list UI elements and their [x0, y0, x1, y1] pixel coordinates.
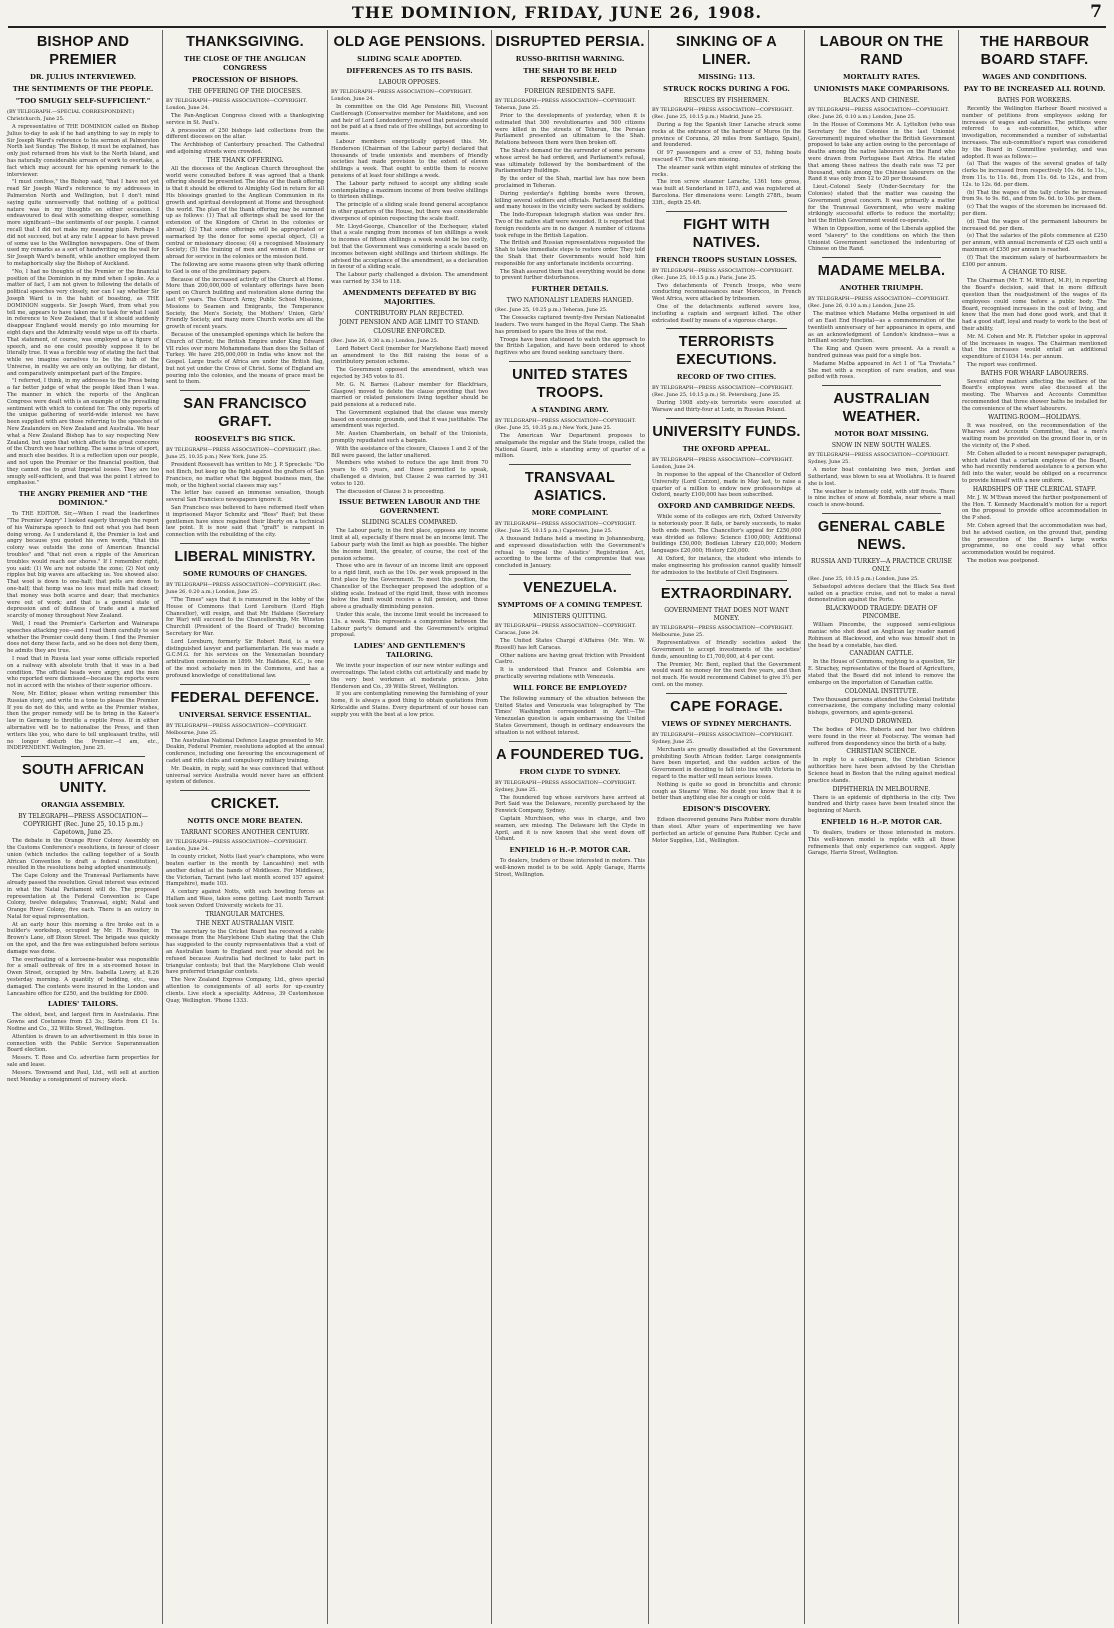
article-paragraph: The discussion of Clause 3 is proceeding.: [336, 488, 445, 495]
subheading: FURTHER DETAILS.: [531, 285, 609, 294]
dateline: (Rec. June 26, 0.30 a.m.) London, June 25.: [331, 337, 439, 344]
minor-heading: BATHS FOR WORKERS.: [997, 97, 1072, 104]
subheading: WILL FORCE BE EMPLOYED?: [513, 683, 627, 692]
subheading: AMENDMENTS DEFEATED BY BIG MAJORITIES.: [342, 288, 477, 306]
article-paragraph: We invite your inspection of our new winter suitings and overcoatings. The latest cloths cut artistically and made by the very best workmen at moderate prices. John Henderson and Co., 39 Willis Street, Wellington.: [331, 663, 488, 690]
article-paragraph: The Government explained that the clause was merely based on economic grounds, and that it was justifiable. The amendment was rejected.: [331, 409, 488, 430]
minor-heading: BLACKWOOD TRAGEDY: DEATH OF PINCOMBE.: [825, 605, 938, 621]
article-paragraph: If you are contemplating renewing the furnishing of your home, it is always a good thing to obtain quotations from Kirkcaldie and Stains. Every department of our house can supply you with the best at a low price.: [331, 691, 488, 718]
subheading: WAGES AND CONDITIONS.: [982, 73, 1087, 81]
column-6: [805, 30, 959, 1624]
article-paragraph: While some of its colleges are rich, Oxford University is notoriously poor. It fails, or barely succeeds, to make both ends meet. The Chancellor's appeal for £250,000 was divided as follows: Science £100,000; Additional buildings £50,000; Bodleian Library £20,000; Modern languages £20,000; History £20,000.: [652, 514, 801, 555]
article-paragraph: Recently the Wellington Harbour Board received a number of petitions from employees asking for increases of wages and salaries. The petitions were referred to a sub-committee, which, after investigation, recommended a number of substantial increases. The sub-committee's report was considered by the Board in Committee yesterday, and was adopted. It was as follows:—: [962, 106, 1107, 160]
subheading: FRENCH TROOPS SUSTAIN LOSSES.: [655, 255, 798, 264]
article-paragraph: Those who are in favour of an income limit are opposed to a rigid limit, such as the 10s. per week proposed in the first place by the Government. To meet this position, the Chancellor of the Exchequer proposed the adoption of a sliding scale. Instead of the rigid limit, those with incomes below the limit would receive a full pension, and those above a gradually diminishing pension.: [331, 563, 488, 611]
subheading: UNIONISTS MAKE COMPARISONS.: [813, 85, 950, 93]
article-paragraph: In response to the appeal of the Chancellor of Oxford University (Lord Curzon), made in May last, to raise a quarter of a million to endow new professorships at Oxford, nearly £100,000 has been subscribed.: [652, 471, 801, 499]
article-paragraph: The steamer sank within eight minutes of striking the rocks.: [652, 164, 801, 178]
article-paragraph: The Pan-Anglican Congress closed with a thanksgiving service in St. Paul's.: [166, 113, 324, 126]
section-heading: UNIVERSITY FUNDS.: [652, 423, 801, 440]
minor-heading: CLOSURE ENFORCED.: [373, 327, 446, 335]
article-paragraph: Mr. Cohen alluded to a recent newspaper paragraph, which stated that a certain employee of the Board, who had recently rendered assistance to a person who fell into the water, would be obliged on a recurrence to provide himself with a new uniform.: [962, 450, 1107, 485]
article-paragraph: It is understood that France and Colombia are practically severing relations with Venezuela.: [495, 667, 645, 681]
article-paragraph: A century against Notts, with such bowling forces as Hallam and Wass, takes some getting. Last month Tarrant took seven Oxford University wickets for 31.: [166, 889, 324, 909]
article-paragraph: In the House of Commons, replying to a question, Sir E. Strachey, representative of the Board of Agriculture, stated that the Board did not intend to remove the embargo on the importation of Canadian cattle.: [808, 659, 955, 686]
column-heading: BISHOP AND PREMIER: [36, 34, 130, 68]
article-paragraph: Because of the unexampled openings which lie before the Church of Christ; the British Empire under King Edward VII rules over more Mohammedans than does the Sultan of Turkey. We have 295,000,000 in India who know not the Gospel. Large tracts of Africa are under the British flag, but not yet under the Cross of Christ. Some of England are pouring into the colonies, and the means of grace must be sent to them.: [166, 331, 324, 386]
article-paragraph: At an early hour this morning a fire broke out in a builder's workshop, occupied by Mr. H. Rossiter, in Brown's Lane, off Dixon Street. The brigade was quickly on the spot, and the fire was extinguished before serious damage was done.: [7, 921, 159, 955]
column-2: [163, 30, 328, 1624]
article-paragraph: Mr. Austen Chamberlain, on behalf of the Unionists, promptly repudiated such a bargain.: [331, 431, 488, 445]
article-paragraph: Two detachments of French troops, who were conducting reconnaissances near Morocco, in French West Africa, were attacked by tribesmen.: [652, 282, 801, 303]
article-paragraph: Labour members energetically opposed this. Mr. Henderson (Chairman of the Labour party) declared that thousands of trade unionists and members of friendly societies had made provision to the extent of eleven shillings a week. That ought to entitle them to receive pensions of at least four shillings a week.: [331, 138, 488, 179]
article-paragraph: The principle of a sliding scale found general acceptance in other quarters of the House, but there was considerable divergence of opinion respecting the scale itself.: [331, 202, 488, 222]
article-paragraph: Mr. Lloyd-George, Chancellor of the Exchequer, stated that a scale ranging from incomes of ten shillings a week to incomes of fifteen shillings a week would be too costly, but that the Government was considering a scale based on incomes between eight shillings and thirteen shillings. He advised the acceptance of the amendment, as a declaration in favour of a sliding scale.: [331, 223, 488, 271]
article-paragraph: Now, Mr. Editor, please when writing remember this Russian story, and write in a tone to please the Premier. If you do not do this, and write as the Premier wishes, then the proper remedy will be to bring in the Kaiser's law in Germany to throttle a reptile Press. If in either alternative will be to nationalise the Press, and then writers like you, who dare to tell unpleasant truths, will no longer disturb the Premier.—I am, etc., INDEPENDENT. Wellington, June 25.: [7, 690, 159, 752]
minor-heading: COLONIAL INSTITUTE.: [844, 687, 919, 695]
section-heading: CRICKET.: [210, 796, 280, 813]
dateline: BY TELEGRAPH—PRESS ASSOCIATION—COPYRIGHT. (Rec. June 25, 10.15 p.m.) Capetown, June 25.: [495, 521, 636, 535]
column-4: [492, 30, 649, 1624]
article-paragraph: Mr. Cohen agreed that the accommodation was bad, but he advised caution, on the ground that, pending the prosecution of the Board's large works programme, no one could say what office accommodation would be required.: [962, 523, 1107, 557]
article-paragraph: Lord Robert Cecil (member for Marylebone East) moved an amendment to the Bill raising the issue of a contributory pension scheme.: [331, 345, 488, 366]
subheading: "TOO SMUGLY SELF-SUFFICIENT.": [15, 97, 151, 105]
dateline: BY TELEGRAPH—PRESS ASSOCIATION—COPYRIGHT. Sydney, June 25.: [652, 731, 793, 745]
section-heading: SOUTH AFRICAN UNITY.: [21, 762, 145, 797]
article-paragraph: In county cricket, Notts (last year's champions, who were beaten earlier in the month by Lancashire) met with another defeat at the hands of Middlesex. For Middlesex, the Victorian, Tarrant (who last month scored 157 against Hampshire), made 103.: [166, 854, 324, 888]
dateline: BY TELEGRAPH—PRESS ASSOCIATION—COPYRIGHT. (Rec. June 25, 10.15 p.m.) Paris, June 25.: [652, 267, 793, 281]
dateline: BY TELEGRAPH—PRESS ASSOCIATION—COPYRIGHT. (Rec. June 25, 10.35 p.m.) New York, June 25.: [166, 447, 322, 461]
minor-heading: CHRISTIAN SCIENCE.: [846, 748, 917, 756]
dateline: BY TELEGRAPH—PRESS ASSOCIATION—COPYRIGHT. London, June 24.: [166, 98, 307, 111]
dateline: BY TELEGRAPH—PRESS ASSOCIATION—COPYRIGHT. Teheran, June 25.: [495, 98, 636, 111]
section-heading: FEDERAL DEFENCE.: [170, 689, 320, 706]
subheading: ENFIELD 16 H.-P. MOTOR CAR.: [509, 846, 631, 855]
dateline: BY TELEGRAPH—PRESS ASSOCIATION—COPYRIGHT. (Rec. June 25, 10.15 p.m.) St. Petersburg, June 25.: [652, 385, 793, 399]
article-paragraph: Edison discovered genuine Para Rubber more durable than steel. After years of experimenting we have perfected an article of genuine Para Rubber. Cycle and Motor Supplies, Ltd., Wellington.: [652, 817, 801, 844]
article-paragraph: (d) That the wages of the permanent labourers be increased 6d. per diem.: [962, 218, 1107, 232]
article-paragraph: The King and Queen were present. As a result a hundred guineas was paid for a single box.: [808, 346, 955, 359]
article-paragraph: Under this scale, the income limit would be increased to 13s. a week. This represents a compromise between the Labour party's demand and the Government's original proposal.: [331, 612, 488, 639]
article-paragraph: Well, I read the Premier's Carterton and Wairarapa speeches attacking you—and I read them carefully to see whether the Premier could deny them. I find the Premier does not deny these facts, and so he does not deny them, he admits they are true.: [7, 620, 159, 655]
article-paragraph: Lieut.-Colonel Seely (Under-Secretary for the Colonies) stated that the matter was causing the Government great concern. It was primarily a matter for the Transvaal Government, who were making strikingly successful efforts to reduce the mortality; but the British Government would co-operate.: [808, 184, 955, 225]
minor-heading: THE NEXT AUSTRALIAN VISIT.: [196, 919, 294, 927]
subheading: SLIDING SCALE ADOPTED.: [357, 55, 462, 63]
section-heading: SAN FRANCISCO GRAFT.: [183, 396, 307, 431]
article-paragraph: Mr. Deakin, in reply, said he was convinced that without universal service Australia would never have an efficient system of defence.: [166, 765, 324, 786]
article-paragraph: The Shah's demand for the surrender of some persons whose arrest he had ordered, and Parliament's refusal, was ultimately followed by the bombardment of the Parliamentary Buildings.: [495, 147, 645, 175]
section-rule: [666, 211, 787, 212]
article-paragraph: The iron screw steamer Larache, 1361 tons gross, was built at Sunderland in 1873, and was registered at Barcelona. Her dimensions were: Length 278ft., beam 33ft., depth 25.4ft.: [652, 179, 801, 206]
article-paragraph: Prior to the developments of yesterday, when it is estimated that 300 revolutionaries and 500 citizens were killed in the streets of Teheran, the Persian Parliament presented an ultimatum to the Shah. Relations between them were then broken off.: [495, 113, 645, 147]
article-paragraph: It was resolved, on the recommendation of the Wharves and Accounts Committee, that a men's waiting room be provided on the ground floor in, or in the vicinity of, the P shed.: [962, 422, 1107, 450]
section-rule: [180, 390, 310, 391]
section-heading: EXTRAORDINARY.: [660, 586, 793, 603]
column-7: [959, 30, 1110, 1624]
subheading: EDISON'S DISCOVERY.: [682, 805, 771, 814]
minor-heading: RESCUES BY FISHERMEN.: [683, 97, 770, 104]
article-paragraph: The matinee which Madame Melba organised in aid of an East End Hospital—as a commemoration of the twentieth anniversary of her appearance in opera, and as an acknowledgment of London's kindness—was a brilliant society function.: [808, 311, 955, 345]
article-paragraph: The Labour party refused to accept any sliding scale contemplating a maximum income of from twelve shillings to thirteen shillings.: [331, 180, 488, 201]
article-paragraph: The foundered tug whose survivors have arrived at Port Said was the Delaware, recently purchased by the Fenwick Company, Sydney.: [495, 794, 645, 815]
article-paragraph: When in Opposition, some of the Liberals applied the word "slavery" to the conditions on which the then Unionist Government sanctioned the indenturing of Chinese on the Rand.: [808, 225, 955, 253]
subheading: A STANDING ARMY.: [531, 405, 609, 414]
article-paragraph: I read that in Russia last year some officials reported on a railway with absolute truth that it was in a bad condition. The official heads were angry, and the men who reported were dismissed—because the reports were not in accord with the wishes of their superior officers.: [7, 655, 159, 690]
section-rule: [21, 756, 145, 757]
column-body: [652, 73, 801, 844]
subheading: STRUCK ROCKS DURING A FOG.: [663, 85, 790, 93]
section-heading: GENERAL CABLE NEWS.: [817, 518, 946, 553]
subheading: THE SHAH TO BE HELD RESPONSIBLE.: [523, 67, 617, 84]
subheading: ISSUE BETWEEN LABOUR AND THE GOVERNMENT.: [338, 498, 481, 516]
column-1: [4, 30, 163, 1624]
section-rule: [509, 741, 631, 742]
subheading: THE SENTIMENTS OF THE PEOPLE.: [12, 85, 154, 93]
minor-heading: RUSSIA AND TURKEY—A PRACTICE CRUISE ONLY.: [811, 557, 952, 573]
article-paragraph: The following are some reasons given why thank offering to God is one of the preliminary papers.: [166, 261, 324, 275]
section-rule: [666, 580, 787, 581]
column-heading: SINKING OF A LINER.: [676, 34, 777, 68]
column-body: [808, 73, 955, 857]
subheading: FROM CLYDE TO SYDNEY.: [519, 767, 621, 776]
minor-heading: HARDSHIPS OF THE CLERICAL STAFF.: [972, 485, 1097, 493]
article-paragraph: (f) That the maximum salary of harbourmasters be £300 per annum.: [962, 254, 1107, 268]
article-paragraph: San Francisco was believed to have reformed itself when it imprisoned Mayor Schmitz and "Boss" Ruef; but these gentlemen have since regained their liberty on a technical law point. It is now said that "graft" is rampant in connection with the rebuilding of the city.: [166, 505, 324, 539]
subheading: VIEWS OF SYDNEY MERCHANTS.: [661, 719, 792, 728]
article-paragraph: The secretary to the Cricket Board has received a cable message from the Marylebone Club stating that the Club has suggested to the county representatives that a visit of an Australian team to England next year should not be refused because Australia had declined to take part in triangular contests; but that the Marylebone Club would have preferred triangular contests.: [166, 928, 324, 976]
article-paragraph: The Cossacks captured twenty-five Persian Nationalist leaders. Two were hanged in the Royal Camp. The Shah has promised to spare the lives of the rest.: [495, 315, 645, 335]
dateline: BY TELEGRAPH—PRESS ASSOCIATION—COPYRIGHT. (Rec. June 26, 0.20 a.m.) London, June 25.: [166, 582, 322, 596]
minor-heading: SNOW IN NEW SOUTH WALES.: [831, 442, 932, 450]
dateline: BY TELEGRAPH—PRESS ASSOCIATION—COPYRIGHT. London, June 24.: [652, 456, 793, 470]
subheading: LADIES' TAILORS.: [47, 1000, 119, 1009]
article-paragraph: Troops have been stationed to watch the approach to the British Legation, and have been ordered to shoot fugitives who are found seeking sanctuary there.: [495, 336, 645, 357]
dateline: BY TELEGRAPH—PRESS ASSOCIATION—COPYRIGHT. Melbourne, June 25.: [652, 625, 793, 639]
masthead-title: THE DOMINION, FRIDAY, JUNE 26, 1908.: [351, 3, 763, 22]
article-paragraph: A procession of 250 bishops laid collections from the different dioceses on the altar.: [166, 127, 324, 141]
column-5: [649, 30, 805, 1624]
article-paragraph: The Labour party challenged a division. The amendment was carried by 334 to 118.: [331, 272, 488, 285]
section-rule: [180, 684, 310, 685]
section-heading: AUSTRALIAN WEATHER.: [833, 391, 930, 426]
article-paragraph: A thousand Indians held a meeting in Johannesburg, and expressed dissatisfaction with the Government's refusal to repeal the Asiatics' Registration Act, according to the terms of the compromise that was concluded in January.: [495, 536, 645, 570]
column-heading: THANKSGIVING.: [186, 34, 304, 50]
article-paragraph: (c) That the wages of the storemen be increased 6d. per diem.: [962, 204, 1107, 217]
column-body: [7, 73, 159, 1083]
column-body: [166, 55, 324, 1004]
article-paragraph: Captain Murchison, who was in charge, and two seamen, are missing. The Delaware left the Clyde in April, and it is now known that she went down off Ushant.: [495, 816, 645, 843]
minor-heading: THE THANK OFFERING.: [206, 156, 284, 164]
article-paragraph: All the dioceses of the Anglican Church throughout the world were consulted before it was agreed that a thank offering should be presented. The idea of the thank offering is that it should be offered to Almighty God in return for all His blessings granted to the Anglican Communion in its growth and spiritual development at Home and throughout the world. The plan of the thank offering may be summed up as follows: (1) That all offerings shall be used for the extension of the Kingdom of Christ in the colonies or abroad; (2) That some offerings will be appropriated or earmarked by the donor for some special object, (3) a central or missionary diocese; (4) a recognised Missionary Society; (5) the training of men and women at Home or abroad for service in the colonies or the mission field.: [166, 165, 324, 261]
section-heading: UNITED STATES TROOPS.: [512, 366, 628, 401]
subheading: ANOTHER TRIUMPH.: [839, 284, 924, 293]
section-rule: [822, 513, 941, 514]
section-rule: [509, 464, 631, 465]
article-paragraph: The Cape Colony and the Transvaal Parliaments have already passed the resolution. Great interest was evinced in what the Natal Parliament will do. The proposed representation at the Federal Convention is: Cape Colony, twelve delegates; Transvaal, eight; Natal and Orange River Colony, five each. There is an outcry in Natal for equal representation.: [7, 873, 159, 920]
article-paragraph: To dealers, traders or those interested in motors. This well-known model is replete with all those refinements that only experience can suggest. Apply Garage, Harris Street, Wellington.: [808, 830, 955, 857]
subheading: OXFORD AND CAMBRIDGE NEEDS.: [657, 502, 795, 511]
section-rule: [822, 257, 941, 258]
section-heading: CAPE FORAGE.: [670, 698, 783, 715]
article-paragraph: At Oxford, for instance, the student who intends to make engineering his profession cannot qualify himself for admission to the Institute of Civil Engineers.: [652, 555, 801, 576]
dateline: BY TELEGRAPH—PRESS ASSOCIATION—COPYRIGHT. Melbourne, June 25.: [166, 722, 307, 736]
subheading: MOTOR BOAT MISSING.: [834, 430, 929, 439]
article-paragraph: To dealers, traders or those interested in motors. This well-known model is to be sold. Apply Garage, Harris Street, Wellington.: [495, 858, 645, 878]
article-paragraph: Mr. M. Cohen and Mr. R. Fletcher spoke in approval of the increases in wages. The Chairman mentioned that the increases would entail an additional expenditure of £1034 14s. per annum.: [962, 333, 1107, 361]
minor-heading: FOUND DROWNED.: [850, 718, 913, 726]
subheading: ROOSEVELT'S BIG STICK.: [194, 435, 296, 444]
minor-heading: JOINT PENSION AND AGE LIMIT TO STAND.: [339, 318, 480, 326]
article-paragraph: There is an epidemic of diphtheria in the city. Two hundred and thirty cases have been treated since the beginning of March.: [808, 794, 955, 815]
article-paragraph: The following summary of the situation between the United States and Venezuela was telegraphed by 'The Times' Washington correspondent in April:—The Venezuelan question is again embarrassing the United States Government, though in ordinary endeavours the situation is not without interest.: [495, 695, 645, 736]
article-paragraph: The Shah assured them that everything would be done to prevent further disturbances.: [495, 268, 645, 282]
subheading: THE CLOSE OF THE ANGLICAN CONGRESS: [184, 55, 306, 72]
subheading: PAY TO BE INCREASED ALL ROUND.: [963, 85, 1106, 93]
subheading: THE OXFORD APPEAL.: [682, 444, 771, 453]
article-paragraph: Lord Loreburn, formerly Sir Robert Reid, is a very distinguished lawyer and parliamentarian. He was made a G.C.M.G. for his services on the Venezuelan boundary arbitration commission in 1899. Mr. Haldane, K.C., is one of the most scholarly men in the Commons, and has a profound knowledge of constitutional law.: [166, 638, 324, 679]
article-paragraph: The report was confirmed.: [967, 361, 1037, 368]
dateline: BY TELEGRAPH—PRESS ASSOCIATION—COPYRIGHT. (Rec. June 26, 0.10 a.m.) London, June 25.: [808, 296, 949, 310]
minor-heading: CONTRIBUTORY PLAN REJECTED.: [355, 309, 464, 317]
section-heading: FIGHT WITH NATIVES.: [683, 216, 770, 251]
minor-heading: WAITING-ROOM—HOLIDAYS.: [988, 413, 1081, 421]
article-paragraph: One of the detachments suffered severe loss, including a captain and sergeant killed. The other extricated itself by means of a vigorous charge.: [652, 303, 801, 324]
article-paragraph: The Indo-European telegraph station was under fire. Two of the native staff were wounded. It is reported that foreign residents are in no danger. A number of citizens took refuge in the British Legation.: [495, 212, 645, 239]
dateline: (BY TELEGRAPH.—SPECIAL CORRESPONDENT.) Christchurch, June 25.: [7, 109, 135, 122]
article-paragraph: Two thousand persons attended the Colonial Institute conversazione, the company including many colonial bishops, governors, and agents-general.: [808, 696, 955, 717]
minor-heading: DIPHTHERIA IN MELBOURNE.: [832, 785, 931, 793]
article-paragraph: Sebastopol advices declare that the Black Sea fleet sailed on a practice cruise, and not to make a naval demonstration against the Porte.: [808, 583, 955, 604]
article-paragraph: The Chairman (Mr. T. M. Wilford, M.P.), in reporting the Board's decision, said that in more difficult question than the readjustment of the wages of its employees could come before a public body. The Board, recognised increases in the cost of living, and knew that the men had done good work, and that it had a good staff, loyal and ready to work to the best of their ability.: [962, 278, 1107, 332]
article-paragraph: By the order of the Shah, martial law has now been proclaimed in Teheran.: [495, 176, 645, 189]
article-paragraph: During yesterday's fighting bombs were thrown, killing several soldiers and officials. Parliament Building and many houses in the vicinity were sacked by soldiers.: [495, 190, 645, 211]
subheading: LADIES' AND GENTLEMEN'S TAILORING.: [353, 642, 466, 660]
minor-heading: SLIDING SCALES COMPARED.: [361, 519, 458, 527]
article-paragraph: The New Zealand Express Company, Ltd., gives special attention to consignments of all sorts for up-country clients. Live stock a speciality. Address, 39 Customhouse Quay, Wellington. 'Phone 1333.: [166, 977, 324, 1004]
masthead: [8, 2, 1106, 28]
column-body: [962, 73, 1107, 565]
dateline: BY TELEGRAPH—PRESS ASSOCIATION—COPYRIGHT. Sydney, June 25.: [495, 779, 636, 793]
article-paragraph: Merchants are greatly dissatisfied at the Government prohibiting South African fodder. Large consignments have been imported, and the sudden action of the Government in deciding to fall into line with Victoria in regard to the matter will mean serious losses.: [652, 746, 801, 781]
article-paragraph: During a fog the Spanish liner Larache struck some rocks at the entrance of the harbour of Muros (in the province of Corunna, 20 miles from Santiago, Spain), and foundered.: [652, 122, 801, 149]
minor-heading: THE OFFERING OF THE DIOCESES.: [188, 88, 302, 95]
column-heading: OLD AGE PENSIONS.: [333, 34, 486, 50]
subheading: MISSING: 113.: [698, 73, 755, 81]
article-paragraph: The overheating of a kerosene-heater was responsible for a small outbreak of fire in a six-roomed house in Owen Street, occupied by Mrs. Isabella Lowry, at 8.26 yesterday morning. A quantity of bedding, etc., was damaged. The contents were insured in the London and Lancashire office for £250, and the building for £600.: [7, 956, 159, 997]
subheading: UNIVERSAL SERVICE ESSENTIAL.: [178, 710, 312, 719]
section-rule: [509, 574, 631, 575]
article-paragraph: Madame Melba appeared in Act 1 of "La Traviata." She met with a reception of rare ovation, and was pelted with roses.: [808, 360, 955, 381]
section-heading: A FOUNDERED TUG.: [496, 746, 644, 763]
article-paragraph: The Government opposed the amendment, which was rejected by 345 votes to 81.: [331, 367, 488, 380]
article-paragraph: Other nations are having great friction with President Castro.: [495, 652, 645, 666]
article-paragraph: The Premier, Mr. Bent, replied that the Government would want no money for the next five years, and then not much. He would recommend Cabinet to give 3½ per cent. on the money.: [652, 661, 801, 689]
article-paragraph: President Roosevelt has written to Mr. J. P. Spreckels: "Do not flinch, but keep up the fight against the grafters of San Francisco, no matter what the biggest business men, the mob, or the highest social classes may say.": [166, 462, 324, 489]
article-paragraph: In committee on the Old Age Pensions Bill, Viscount Castlereagh (Conservative member for Maidstone, and son and heir of Lord Londonderry) moved that pensions should not be paid at a fixed rate of five shillings, but according to means.: [331, 104, 488, 138]
section-heading: LIBERAL MINISTRY.: [174, 549, 316, 566]
section-rule: [180, 790, 310, 791]
section-rule: [666, 328, 787, 329]
section-rule: [666, 693, 787, 694]
minor-heading: TARRANT SCORES ANOTHER CENTURY.: [180, 829, 310, 837]
columns-container: [4, 30, 1110, 1624]
dateline: (Rec. June 25, 10.25 p.m.) Teheran, June 25.: [495, 307, 608, 314]
page-number: 7: [1090, 2, 1102, 22]
article-paragraph: The oldest, best, and largest firm in Australasia. Fine Gowns and Costumes from £3 3s.; Skirts from £1 1s. Nodine and Co., 32 Willis Street, Wellington.: [7, 1012, 159, 1033]
subheading: MORTALITY RATES.: [843, 73, 920, 81]
article-paragraph: With the assistance of the closure, Clauses 1 and 2 of the Bill were passed, the latter unaltered.: [331, 445, 488, 459]
section-heading: VENEZUELA.: [523, 580, 617, 597]
subheading: ORANGIA ASSEMBLY.: [41, 801, 125, 810]
dateline: BY TELEGRAPH—PRESS ASSOCIATION—COPYRIGHT. London, June 24.: [331, 89, 472, 102]
article-paragraph: A representative of THE DOMINION called on Bishop Julius to-day to ask if he had anything to say in reply to Sir Joseph Ward's reference to his sermon at Palmerston North last Sunday. The Bishop, it must be explained, has only just returned from his visit to the North Island, and has naturally considerable arrears of work to overtake, a fact which may account for his opening remark to the interviewer.: [7, 124, 159, 178]
article-paragraph: In reply to a cablegram, the Christian Science authorities here have been advised by the Christian Science head in Boston that the ruling against medical practice stands.: [808, 757, 955, 784]
article-paragraph: The weather is intensely cold, with stiff frosts. There is nine inches of snow at Bombala, near where a mail coach is snow-bound.: [808, 488, 955, 509]
subheading: SYMPTOMS OF A COMING TEMPEST.: [497, 601, 643, 610]
article-paragraph: The motion was postponed.: [967, 558, 1040, 565]
article-paragraph: The American War Department proposes to amalgamate the regular and the State troops, called the National Guard, into a standing army of quarter of a million.: [495, 432, 645, 460]
subheading: DIFFERENCES AS TO ITS BASIS.: [346, 67, 473, 75]
minor-heading: MINISTERS QUITTING.: [533, 613, 607, 621]
article-paragraph: (a) That the wages of the several grades of tally clerks be increased from respectively 10s. 6d. to 11s., from 11s. to 11s. 6d., from 11s. 6d. to 12s., and from 12s. to 12s. 6d. per diem.: [962, 161, 1107, 188]
minor-heading: A CHANGE TO RISE.: [1002, 269, 1067, 277]
minor-heading: BLACKS AND CHINESE.: [843, 97, 920, 104]
minor-heading: LABOUR OPPOSES.: [378, 79, 441, 86]
article-paragraph: Nothing is quite so good in bronchitis and chronic cough as Stearns' Wine. No doubt you know that it is better than anything else for a cough or cold.: [652, 781, 801, 802]
section-rule: [180, 543, 310, 544]
column-heading: THE HARBOUR BOARD STAFF.: [979, 34, 1090, 68]
article-paragraph: The Australian National Defence League presented to Mr. Deakin, Federal Premier, resolutions adopted at the annual conference, including one favouring the encouragement of cadet and rifle clubs and compulsory military training.: [166, 737, 324, 764]
dateline: (Rec. June 25, 10.15 p.m.) London, June 25.: [808, 575, 919, 582]
minor-heading: GOVERNMENT THAT DOES NOT WANT MONEY.: [664, 607, 789, 623]
section-rule: [822, 385, 941, 386]
column-body: [495, 55, 645, 879]
dateline: BY TELEGRAPH—PRESS ASSOCIATION—COPYRIGHT. (Rec. June 25, 10.15 p.m.) Madrid, June 25.: [652, 107, 793, 120]
minor-heading: BY TELEGRAPH—PRESS ASSOCIATION—COPYRIGHT (Rec. June 25, 10.15 p.m.) Capetown, June 25.: [18, 813, 148, 837]
column-heading: LABOUR ON THE RAND: [819, 34, 944, 68]
minor-heading: TWO NATIONALIST LEADERS HANGED.: [506, 297, 634, 305]
subheading: THE ANGRY PREMIER AND "THE DOMINION.": [18, 490, 148, 508]
subheading: NOTTS ONCE MORE BEATEN.: [187, 817, 303, 826]
article-paragraph: "No, I had no thoughts of the Premier or the financial position of the Dominion in my mind when I spoke. As a matter of fact, I am not given to following the details of political speeches very closely, nor can I say whether Sir Joseph Ward is in the habit of boasting, as THE DOMINION suggests. Sir Joseph Ward, from what you tell me, appears to have taken me to task for what I said in reference to New Zealand, that if it should suddenly disappear England would merely go into mourning for eight days and the Admiralty would wipe us off its charts. That statement, of course, was employed as a figure of speech, and no one could possibly suppose it to be literally true. It was a forcible way of stating the fact that while we imagine ourselves to be the hub of the Universe, in reality we are only an outlying, far distant, and comparatively unimportant part of the Empire.: [7, 268, 159, 377]
dateline: BY TELEGRAPH—PRESS ASSOCIATION—COPYRIGHT. (Rec. June 25, 10.35 p.m.) New York, June 25.: [495, 417, 636, 431]
subheading: SOME RUMOURS OF CHANGES.: [182, 570, 308, 579]
dateline: BY TELEGRAPH—PRESS ASSOCIATION—COPYRIGHT. (Rec. June 26, 0.10 a.m.) London, June 25.: [808, 107, 949, 120]
article-paragraph: (b) That the wages of the tally clerks be increased from 9s. to 9s. 6d., and from 9s. 6d. to 10s. per diem.: [962, 189, 1107, 203]
subheading: RUSSO-BRITISH WARNING.: [515, 55, 625, 63]
article-paragraph: Of 97 passengers and a crew of 53, fishing boats rescued 47. The rest are missing.: [652, 150, 801, 163]
dateline: BY TELEGRAPH—PRESS ASSOCIATION—COPYRIGHT. London, June 24.: [166, 839, 307, 853]
subheading: MORE COMPLAINT.: [531, 509, 609, 518]
subheading: RECORD OF TWO CITIES.: [676, 373, 777, 382]
subheading: DR. JULIUS INTERVIEWED.: [29, 73, 137, 81]
dateline: BY TELEGRAPH—PRESS ASSOCIATION—COPYRIGHT. Sydney, June 25.: [808, 452, 949, 466]
article-paragraph: Mr. G. N. Barnes (Labour member for Blackfriars, Glasgow) moved to delete the clause providing that two married or related pensioners living together should be paid pensions at a reduced rate.: [331, 381, 488, 409]
article-paragraph: The letter has caused an immense sensation, though several San Francisco newspapers ignore it.: [166, 490, 324, 504]
section-rule: [666, 418, 787, 419]
section-rule: [509, 361, 631, 362]
article-paragraph: In the House of Commons Mr. A. Lyttelton (who was Secretary for the Colonies in the last Unionist Government) inquired whether the British Government proposed to take any action owing to the percentage of deaths among the native labourers on the Rand who were drawn from Portuguese East Africa. He stated that among these natives the death rate was 72 per thousand, while among the Chinese labourers on the Rand it was only from 12 to 20 per thousand.: [808, 122, 955, 183]
article-paragraph: The Labour party, in the first place, opposes any income limit at all, especially if there must be an income limit. The Labour party wish the limit as high as possible. The higher the income limit, the greater, of course, the cost of the pension scheme.: [331, 528, 488, 562]
article-paragraph: Because of the increased activity of the Church at Home. More than 200,000,000 of voluntary offerings have been spent on Church building and restoration alone during the last 67 years. The Church Army, Public School Missions, Missions to Seamen and Emigrants, the Temperance Society, the Men's Society, the Mothers' Union, Girls' Friendly Society, and many more Church works are all the growth of recent years.: [166, 276, 324, 331]
column-heading: DISRUPTED PERSIA.: [495, 34, 645, 50]
article-paragraph: "I must confess," the Bishop said, "that I have not yet read Sir Joseph Ward's reference to my addresses in Palmerston North and Wellington, but I don't mind saying quite unreservedly that nothing of a political nature was in my thoughts on either occasion. I endeavoured to deal with something deeper, something more significant—the sentiments of our people. I cannot recall that I did not make my meaning plain. Perhaps I did not succeed, but at any rate I appear to have proved of some use to the Wellington newspapers. One of them used my remarks as a sort of handwriting on the wall for Sir Joseph Ward's benefit, while another employed them to metaphorically slay the Bishop of Auckland.: [7, 179, 159, 267]
column-body: [331, 55, 488, 719]
article-paragraph: The British and Russian representatives requested the Shah to take immediate steps to restore order. They told the Shah that their Governments would hold him responsible for any unfortunate incidents occurring.: [495, 240, 645, 267]
article-paragraph: The bodies of Mrs. Roberts and her two children were found in the river at Footscray. The woman had suffered from despondency since the birth of a baby.: [808, 727, 955, 747]
article-paragraph: William Pincombe, the supposed semi-religious maniac who shot dead an Anglican lay reader named Robinson at Blackwood, and who was himself shot in the head by a constable, has died.: [808, 622, 955, 649]
minor-heading: CANADIAN CATTLE.: [849, 650, 914, 658]
section-heading: MADAME MELBA.: [817, 263, 946, 280]
minor-heading: BATHS FOR WHARF LABOURERS.: [980, 369, 1089, 377]
section-heading: TERRORISTS EXECUTIONS.: [676, 334, 777, 369]
section-heading: TRANSVAAL ASIATICS.: [524, 470, 616, 505]
article-paragraph: Several other matters affecting the welfare of the Board's employees were also discussed at the meeting. The Wharves and Accounts Committee recommended that three shower baths be installed for the convenience of the wharf labourers.: [962, 378, 1107, 412]
article-paragraph: The United States Chargé d'Affaires (Mr. Wm. W. Russell) has left Caracas.: [495, 638, 645, 651]
article-paragraph: Attention is drawn to an advertisement in this issue in connection with the Public Service Superannuation Board election.: [7, 1033, 159, 1054]
article-paragraph: Mr. J. W. M'Ewan moved the further postponement of the Hon. T. Kennedy Macdonald's motion for a report on the proposal to provide office accommodation in the P shed.: [962, 494, 1107, 522]
article-paragraph: The Archbishop of Canterbury preached. The Cathedral and adjoining streets were crowded.: [166, 142, 324, 155]
article-paragraph: "The Times" says that it is rumoured in the lobby of the House of Commons that Lord Loreburn (Lord High Chancellor), will resign, and that Mr. Haldane (Secretary for War) will succeed to the Chancellorship, Mr. Winston Churchill (President of the Board of Trade) becoming Secretary for War.: [166, 597, 324, 638]
subheading: PROCESSION OF BISHOPS.: [191, 76, 299, 84]
minor-heading: TRIANGULAR MATCHES.: [205, 910, 285, 918]
article-paragraph: Members who wished to reduce the age limit from 70 years to 65 years, and those permitted to speak, challenged a division, but Clause 2 was carried by 341 votes to 120.: [331, 460, 488, 487]
article-paragraph: The debate in the Orange River Colony Assembly on the Customs Conference's resolutions, in favour of closer union (which includes the calling together of a South African Convention to draft a federal constitution), resulted in the resolutions being adopted unanimously.: [7, 838, 159, 872]
article-paragraph: (e) That the salaries of the pilots commence at £250 per annum, with annual increments of £25 each until a maximum of £350 per annum is reached.: [962, 233, 1107, 253]
dateline: BY TELEGRAPH—PRESS ASSOCIATION—COPYRIGHT. Caracas, June 24.: [495, 623, 636, 637]
article-paragraph: Messrs. Townsend and Paul, Ltd., will sell at auction next Monday a consignment of nursery stock.: [7, 1069, 159, 1083]
article-paragraph: Messrs. T. Rose and Co. advertise farm properties for sale and lease.: [7, 1055, 159, 1069]
subheading: ENFIELD 16 H.-P. MOTOR CAR.: [821, 818, 942, 827]
minor-heading: FOREIGN RESIDENTS SAFE.: [524, 88, 616, 95]
column-3: [328, 30, 492, 1624]
article-paragraph: "I referred, I think, in my addresses to the Press being a far better judge of what the people liked than I was. The manner in which the reports of the Anglican Congress were dealt with is an example of the prevailing sentiment with which to contend for. The only reports of the unique gathering of world-wide interest we have been supplied with are those referring to the speeches of New Zealanders on New Zealand and Australia. We hear what a New Zealand Bishop has to say respecting New Zealand, but upon that which affects the great concerns of the Church we hear nothing. The same is true of sport, and much else besides. It is a reflection upon our people, and not upon the Premier or the financial position, that they cannot rise to great Imperial issues. They are too smugly self-sufficient, and that was the point I strived to emphasise.": [7, 378, 159, 487]
article-paragraph: To THE EDITOR. Sir,—When I read the leaderlines "The Premier Angry" I looked eagerly through the report of his Wairarapa speech to find out what you had been doing wrong. As I understand it, the Premier is lost and angry because you quoted his own words, "that this colony was outside the zone of American financial troubles" and "that not even a ripple of the American troubles would reach our shores." If I remember right, you said: (1) We are not outside the zone; (2) Not only ripples but big waves are attacking us. You showed also: That wool is down to one-half; that pelts are down to one-half; that hemp was no less must mills had closed; that money was both scarce and dear; that mechanics were out of work; and that is a general state of depression and of dullness of trade and a marked scarcity of money throughout New Zealand.: [7, 511, 159, 620]
article-paragraph: During 1908 sixty-six terrorists were executed at Warsaw and thirty-four at Lodz, in Russian Poland.: [652, 400, 801, 414]
article-paragraph: A motor boat containing two men, Jordan and Sutherland, was blown to sea at Woollahra. It is feared she is lost.: [808, 467, 955, 487]
article-paragraph: Representatives of friendly societies asked the Government to accept investments of the societies' funds, amounting to £1,700,000, at 4 per cent.: [652, 640, 801, 660]
